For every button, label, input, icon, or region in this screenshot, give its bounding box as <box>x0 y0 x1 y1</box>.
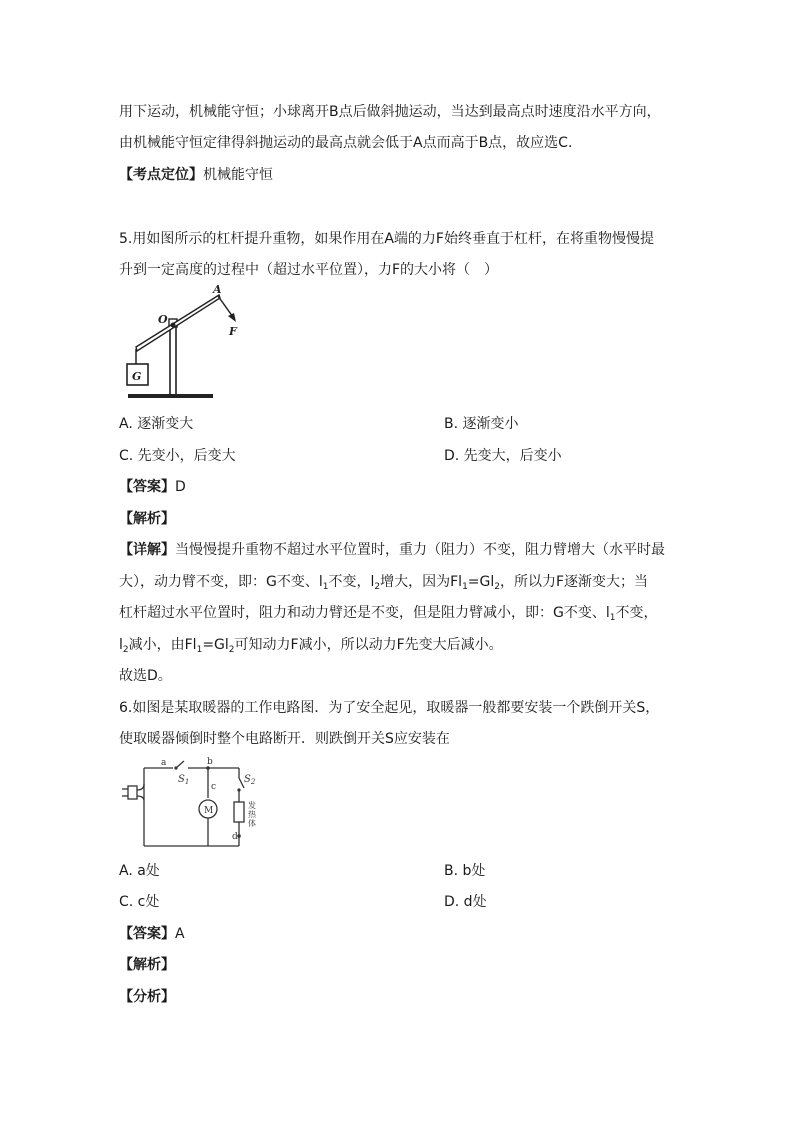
heater-label: 发 <box>248 801 256 810</box>
lever-figure <box>118 285 258 400</box>
analysis-label: 【解析】 <box>119 511 175 527</box>
analysis-label: 【解析】 <box>119 957 175 973</box>
conclusion: 故选D。 <box>119 668 172 684</box>
analyze-label: 【分析】 <box>119 989 175 1005</box>
tag-text: 机械能守恒 <box>203 167 273 183</box>
label-f: F <box>229 325 237 338</box>
answer-value: A <box>175 926 185 942</box>
force-arrowhead <box>228 313 236 322</box>
label-s2: $S_2$ <box>244 774 256 786</box>
label-o: O <box>158 313 168 326</box>
plug <box>128 786 137 799</box>
answer-value: D <box>175 479 186 495</box>
question-6-stem: 使取暖器倾倒时整个电路断开．则跌倒开关S应安装在 <box>119 731 450 747</box>
label-c: c <box>211 782 217 792</box>
heater-label: 热 <box>248 810 256 819</box>
detail-label: 【详解】 <box>119 542 175 558</box>
option-d[interactable]: D. 先变大，后变小 <box>444 448 562 464</box>
heater <box>234 802 244 822</box>
option-c[interactable]: C. 先变小，后变大 <box>119 448 236 464</box>
option-a[interactable]: A. 逐渐变大 <box>119 416 194 432</box>
label-motor: M <box>204 806 214 816</box>
label-d: d <box>232 832 238 842</box>
text-line: 由机械能守恒定律得斜抛运动的最高点就会低于A点而高于B点，故应选C. <box>119 135 573 151</box>
answer-line <box>119 924 185 944</box>
answer-line <box>119 477 186 497</box>
switch-s1 <box>176 761 184 768</box>
label-g: G <box>132 370 142 383</box>
answer-label: 【答案】 <box>119 926 175 942</box>
option-b[interactable]: B. b处 <box>444 863 486 879</box>
label-s1: $S_1$ <box>178 774 190 786</box>
heater-label: 体 <box>248 819 256 828</box>
force-arrow <box>218 296 233 317</box>
tag-line <box>119 165 273 185</box>
question-6-stem: 6.如图是某取暖器的工作电路图．为了安全起见，取暖器一般都要安装一个跌倒开关S， <box>119 700 660 716</box>
detail-line: $l_2$减小，由$Fl_1=Gl_2$可知动力F减小，所以动力F先变大后减小。 <box>119 637 503 655</box>
answer-label: 【答案】 <box>119 479 175 495</box>
option-c[interactable]: C. c处 <box>119 894 160 910</box>
option-b[interactable]: B. 逐渐变小 <box>444 416 519 432</box>
lever-bar <box>136 295 220 351</box>
tag-label: 【考点定位】 <box>119 167 203 183</box>
pivot-o <box>171 323 176 328</box>
detail-line: 【详解】当慢慢提升重物不超过水平位置时，重力（阻力）不变，阻力臂增大（水平时最 <box>119 542 665 558</box>
label-b: b <box>207 757 213 767</box>
text-line: 用下运动，机械能守恒；小球离开B点后做斜抛运动，当达到最高点时速度沿水平方向， <box>119 104 661 120</box>
question-5-stem: 升到一定高度的过程中（超过水平位置），力F的大小将（ ） <box>119 262 499 278</box>
label-a: A <box>213 285 222 296</box>
option-d[interactable]: D. d处 <box>444 894 487 910</box>
option-a[interactable]: A. a处 <box>119 863 160 879</box>
detail-line: 大），动力臂不变，即：G不变、$l_1$不变，$l_2$增大，因为$Fl_1=Gl_2$，所以力F逐渐变大；当 <box>119 574 649 592</box>
detail-line: 杠杆超过水平位置时，阻力和动力臂还是不变，但是阻力臂减小，即：G不变、$l_1$不变， <box>119 605 658 623</box>
circuit-figure <box>118 754 270 852</box>
label-a: a <box>161 758 167 768</box>
question-5-stem: 5.用如图所示的杠杆提升重物，如果作用在A端的力F始终垂直于杠杆，在将重物慢慢提 <box>119 231 654 247</box>
